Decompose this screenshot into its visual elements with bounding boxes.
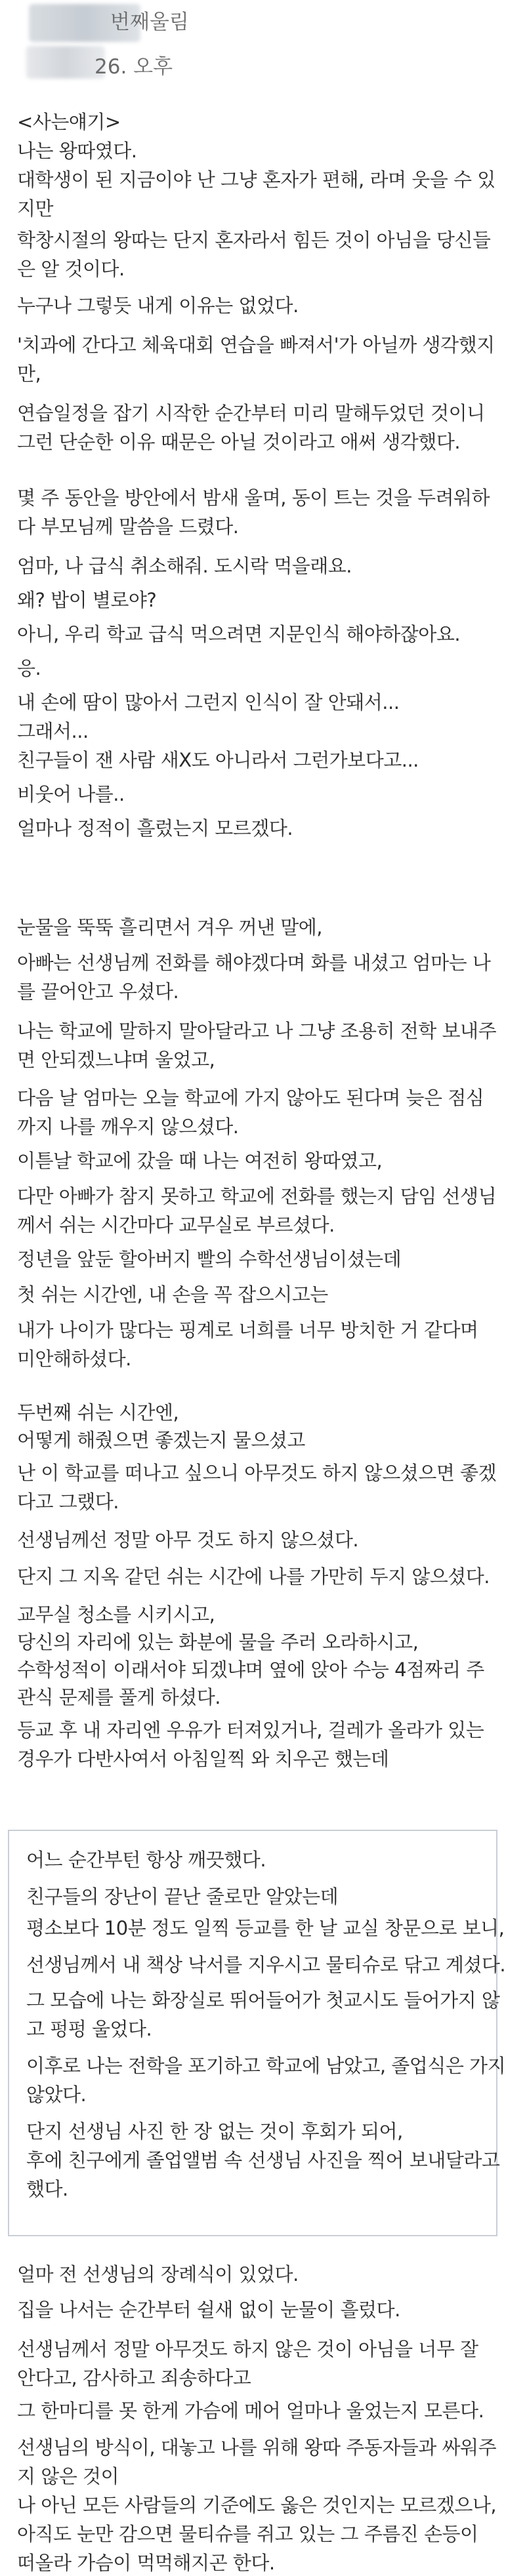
- story-line: 떠올라 가슴이 먹먹해지곤 한다.: [17, 2552, 275, 2574]
- story-line: 학창시절의 왕따는 단지 혼자라서 힘든 것이 아님을 당신들: [17, 229, 491, 251]
- story-line: 께서 쉬는 시간마다 교무실로 부르셨다.: [17, 1214, 335, 1236]
- story-line: '치과에 간다고 체육대회 연습을 빠져서'가 아닐까 생각했지: [17, 334, 495, 356]
- story-line: 비웃어 나를..: [17, 783, 125, 805]
- story-line: 면 안되겠느냐며 울었고,: [17, 1049, 215, 1071]
- story-line: 내 손에 땀이 많아서 그런지 인식이 잘 안돼서...: [17, 691, 400, 714]
- story-line: 아니, 우리 학교 급식 먹으려면 지문인식 해야하잖아요.: [17, 623, 461, 645]
- story-line: 를 끌어안고 우셨다.: [17, 980, 179, 1003]
- story-line: 않았다.: [26, 2083, 87, 2106]
- post-date-suffix: 26. 오후: [95, 55, 173, 79]
- story-line: 몇 주 동안을 방안에서 밤새 울며, 동이 트는 것을 두려워하: [17, 487, 490, 509]
- post-header: [0, 0, 506, 105]
- story-line: 등교 후 내 자리엔 우유가 터져있거나, 걸레가 올라가 있는: [17, 1719, 484, 1741]
- story-section-2: [0, 462, 506, 856]
- story-line: 다 부모님께 말씀을 드렸다.: [17, 515, 239, 538]
- story-line: 두번째 쉬는 시간엔,: [17, 1401, 179, 1424]
- story-line: 은 알 것이다.: [17, 258, 125, 280]
- story-line: 어느 순간부턴 항상 깨끗했다.: [26, 1849, 266, 1871]
- story-line: 친구들의 장난이 끝난 줄로만 알았는데: [26, 1885, 339, 1908]
- story-line: 얼마나 정적이 흘렀는지 모르겠다.: [17, 817, 293, 839]
- story-line: 선생님께선 정말 아무 것도 하지 않으셨다.: [17, 1529, 359, 1551]
- story-line: 나는 왕따였다.: [17, 140, 137, 162]
- post-title-suffix: 번째울림: [110, 10, 189, 34]
- blurred-date: [26, 46, 105, 79]
- story-line: 선생님께서 내 책상 낙서를 지우시고 물티슈로 닦고 계셨다.: [26, 1954, 506, 1976]
- story-line: 만,: [17, 363, 41, 385]
- story-section-5: [8, 1830, 506, 2236]
- story-line: 교무실 청소를 시키시고,: [17, 1603, 215, 1626]
- story-line: 연습일정을 잡기 시작한 순간부터 미리 말해두었던 것이니: [17, 402, 485, 424]
- story-line: 그런 단순한 이유 때문은 아닐 것이라고 애써 생각했다.: [17, 431, 461, 453]
- story-section-1: [0, 98, 506, 453]
- story-line: 평소보다 10분 정도 일찍 등교를 한 날 교실 창문으로 보니,: [26, 1917, 505, 1939]
- story-line: 얼마 전 선생님의 장례식이 있었다.: [17, 2263, 299, 2285]
- story-line: 눈물을 뚝뚝 흘리면서 겨우 꺼낸 말에,: [17, 916, 323, 938]
- story-line: 누구나 그렇듯 내게 이유는 없었다.: [17, 294, 299, 317]
- story-line: 당신의 자리에 있는 화분에 물을 주러 오라하시고,: [17, 1631, 419, 1653]
- story-line: 이후로 나는 전학을 포기하고 학교에 남았고, 졸업식은 가지: [26, 2055, 506, 2077]
- story-line: <사는얘기>: [17, 111, 121, 133]
- story-line: 다만 아빠가 참지 못하고 학교에 전화를 했는지 담임 선생님: [17, 1185, 497, 1207]
- story-line: 지 않은 것이: [17, 2465, 119, 2487]
- story-section-6: [0, 2249, 506, 2574]
- story-section-3: [0, 885, 506, 1370]
- story-line: 대학생이 된 지금이야 난 그냥 혼자가 편해, 라며 웃을 수 있: [17, 169, 495, 191]
- story-line: 친구들이 잰 사람 새X도 아니라서 그런가보다고...: [17, 749, 419, 771]
- story-line: 단지 그 지옥 같던 쉬는 시간에 나를 가만히 두지 않으셨다.: [17, 1565, 490, 1588]
- story-line: 어떻게 해줬으면 좋겠는지 물으셨고: [17, 1429, 305, 1451]
- story-line: 지만: [17, 197, 54, 220]
- story-line: 집을 나서는 순간부터 쉴새 없이 눈물이 흘렀다.: [17, 2299, 400, 2321]
- story-line: 선생님께서 정말 아무것도 하지 않은 것이 아님을 너무 잘: [17, 2338, 478, 2360]
- story-line: 내가 나이가 많다는 핑계로 너희를 너무 방치한 거 같다며: [17, 1319, 478, 1341]
- story-line: 응.: [17, 657, 41, 679]
- story-line: 후에 친구에게 졸업앨범 속 선생님 사진을 찍어 보내달라고: [26, 2149, 500, 2171]
- story-line: 나 아닌 모든 사람들의 기준에도 옳은 것인지는 모르겠으나,: [17, 2494, 497, 2516]
- story-line: 나는 학교에 말하지 말아달라고 나 그냥 조용히 전학 보내주: [17, 1020, 497, 1042]
- story-line: 안다고, 감사하고 죄송하다고: [17, 2367, 251, 2389]
- story-line: 그 한마디를 못 한게 가슴에 메어 얼마나 울었는지 모른다.: [17, 2400, 484, 2422]
- story-line: 까지 나를 깨우지 않으셨다.: [17, 1116, 239, 1138]
- story-line: 이튿날 학교에 갔을 때 나는 여전히 왕따였고,: [17, 1150, 383, 1172]
- story-line: 단지 선생님 사진 한 장 없는 것이 후회가 되어,: [26, 2120, 403, 2143]
- story-line: 고 펑펑 울었다.: [26, 2018, 152, 2040]
- story-line: 난 이 학교를 떠나고 싶으니 아무것도 하지 않으셨으면 좋겠: [17, 1462, 497, 1484]
- story-line: 관식 문제를 풀게 하셨다.: [17, 1686, 221, 1708]
- story-line: 엄마, 나 급식 취소해줘. 도시락 먹을래요.: [17, 555, 352, 577]
- story-line: 미안해하셨다.: [17, 1348, 131, 1370]
- story-line: 아직도 눈만 감으면 물티슈를 쥐고 있는 그 주름진 손등이: [17, 2523, 478, 2545]
- story-line: 그 모습에 나는 화장실로 뛰어들어가 첫교시도 들어가지 않: [26, 1989, 500, 2011]
- story-line: 정년을 앞둔 할아버지 빨의 수학선생님이셨는데: [17, 1248, 402, 1270]
- story-line: 왜? 밥이 별로야?: [17, 589, 157, 611]
- story-line: 다음 날 엄마는 오늘 학교에 가지 않아도 된다며 늦은 점심: [17, 1087, 484, 1109]
- story-line: 다고 그랬다.: [17, 1491, 119, 1513]
- story-line: 첫 쉬는 시간엔, 내 손을 꼭 잡으시고는: [17, 1283, 328, 1306]
- story-line: 경우가 다반사여서 아침일찍 와 치우곤 했는데: [17, 1748, 389, 1770]
- story-line: 수학성적이 이래서야 되겠냐며 옆에 앉아 수능 4점짜리 주: [17, 1659, 484, 1681]
- story-line: 그래서...: [17, 720, 89, 742]
- story-line: 아빠는 선생님께 전화를 해야겠다며 화를 내셨고 엄마는 나: [17, 952, 491, 974]
- story-line: 했다.: [26, 2178, 68, 2200]
- story-line: 선생님의 방식이, 대놓고 나를 위해 왕따 주동자들과 싸워주: [17, 2436, 497, 2459]
- story-section-4: [0, 1390, 506, 1810]
